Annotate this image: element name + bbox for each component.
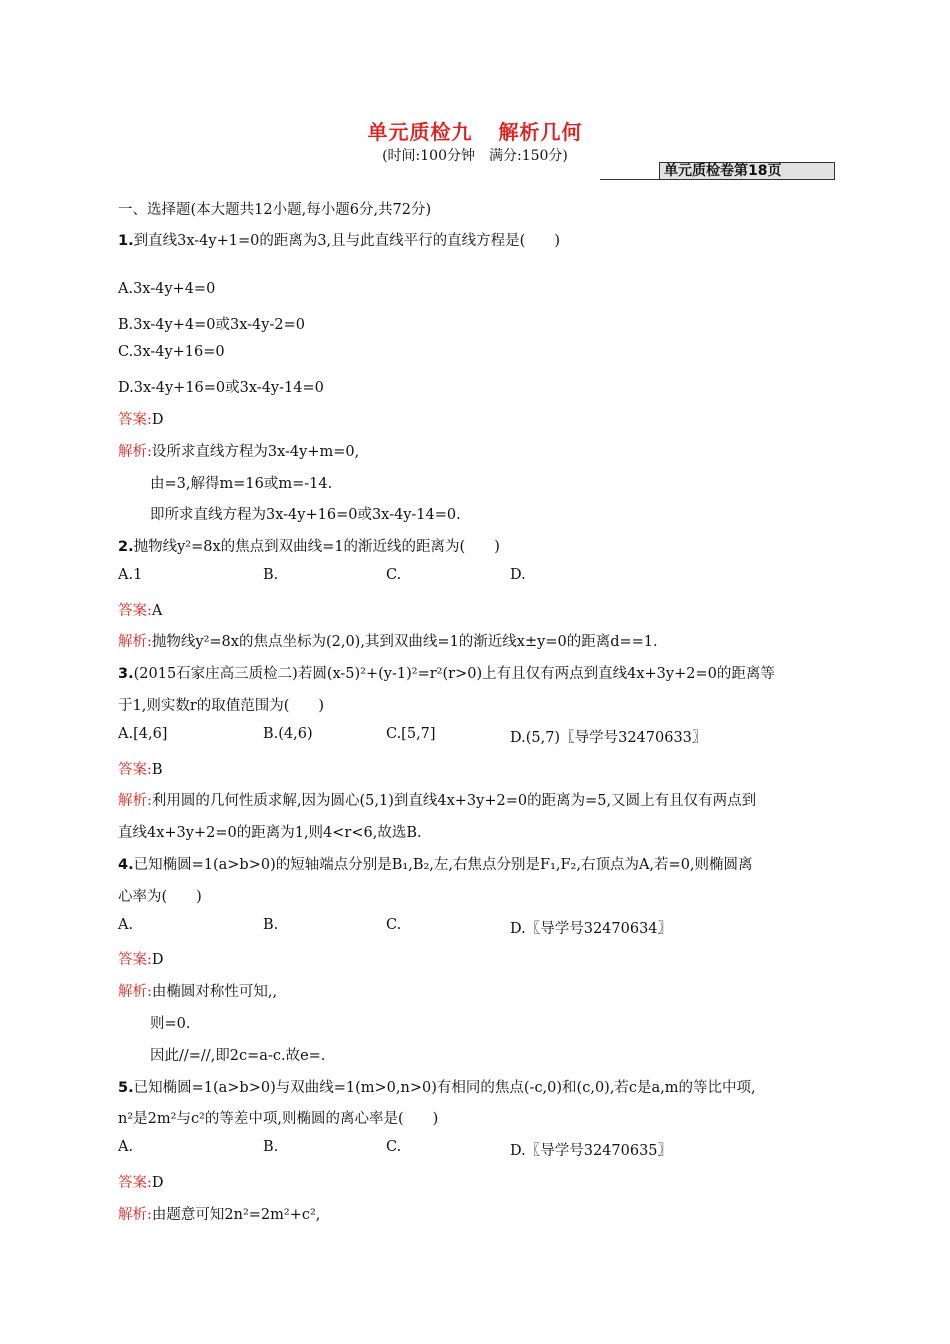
q5-answer: 答案:D: [118, 1175, 164, 1191]
q3-option-b: B.(4,6): [263, 726, 313, 742]
q1-analysis-1: 解析:设所求直线方程为3x-4y+m=0,: [118, 444, 360, 460]
question-3-line-2: 于1,则实数r的取值范围为( ): [118, 698, 325, 714]
q3-analysis-1: 解析:利用圆的几何性质求解,因为圆心(5,1)到直线4x+3y+2=0的距离为=5,又圆上有且仅有两点到: [118, 793, 757, 809]
q4-analysis-3: 因此//=//,即2c=a-c.故e=.: [150, 1048, 326, 1064]
question-4-line-2: 心率为( ): [118, 889, 202, 905]
q4-option-b: B.: [263, 917, 279, 933]
q2-option-b: B.: [263, 567, 279, 583]
q3-analysis-2: 直线4x+3y+2=0的距离为1,则4<r<6,故选B.: [118, 825, 422, 841]
q1-analysis-3: 即所求直线方程为3x-4y+16=0或3x-4y-14=0.: [150, 507, 461, 523]
page-title: [0, 116, 950, 145]
q1-answer: 答案:D: [118, 412, 164, 428]
q1-option-c: C.3x-4y+16=0: [118, 344, 225, 360]
question-2: 2.抛物线y²=8x的焦点到双曲线=1的渐近线的距离为( ): [118, 539, 500, 555]
q4-analysis-2: 则=0.: [150, 1016, 191, 1032]
q1-option-a: A.3x-4y+4=0: [118, 281, 216, 297]
q2-answer: 答案:A: [118, 603, 163, 619]
q2-option-d: D.: [510, 567, 526, 583]
q1-option-d: D.3x-4y+16=0或3x-4y-14=0: [118, 380, 324, 396]
q5-option-c: C.: [386, 1139, 402, 1155]
question-4-line-1: 4.已知椭圆=1(a>b>0)的短轴端点分别是B₁,B₂,左,右焦点分别是F₁,F₂,右顶点为A,若=0,则椭圆离: [118, 857, 753, 873]
q4-option-c: C.: [386, 917, 402, 933]
q4-answer: 答案:D: [118, 952, 164, 968]
question-5-line-2: n²是2m²与c²的等差中项,则椭圆的离心率是( ): [118, 1111, 439, 1127]
q5-option-a: A.: [118, 1139, 134, 1155]
title-part-unit: 单元质检九: [367, 120, 473, 144]
q2-option-a: A.1: [118, 567, 143, 583]
q3-answer: 答案:B: [118, 762, 163, 778]
section-heading: 一、选择题(本大题共12小题,每小题6分,共72分): [118, 202, 432, 218]
tag-underline: [600, 179, 835, 180]
title-part-topic: 解析几何: [498, 120, 583, 144]
q1-analysis-2: 由=3,解得m=16或m=-14.: [150, 476, 333, 492]
question-1: 1.到直线3x-4y+1=0的距离为3,且与此直线平行的直线方程是( ): [118, 233, 560, 249]
q5-analysis-1: 解析:由题意可知2n²=2m²+c²,: [118, 1207, 321, 1223]
q5-option-b: B.: [263, 1139, 279, 1155]
q1-option-b: B.3x-4y+4=0或3x-4y-2=0: [118, 317, 305, 333]
q3-option-d: D.(5,7)〖导学号32470633〗: [510, 730, 707, 746]
q2-option-c: C.: [386, 567, 402, 583]
q4-option-a: A.: [118, 917, 134, 933]
q4-option-d: D.〖导学号32470634〗: [510, 921, 673, 937]
q5-option-d: D.〖导学号32470635〗: [510, 1143, 673, 1159]
page-tag: 单元质检卷第18页: [659, 162, 835, 180]
q3-option-c: C.[5,7]: [386, 726, 436, 742]
q2-analysis-1: 解析:抛物线y²=8x的焦点坐标为(2,0),其到双曲线=1的渐近线x±y=0的距离d==1.: [118, 634, 658, 650]
question-5-line-1: 5.已知椭圆=1(a>b>0)与双曲线=1(m>0,n>0)有相同的焦点(-c,0)和(c,0),若c是a,m的等比中项,: [118, 1080, 756, 1096]
page-subtitle: (时间:100分钟 满分:150分): [382, 148, 568, 164]
q3-option-a: A.[4,6]: [118, 726, 168, 742]
q4-analysis-1: 解析:由椭圆对称性可知,,: [118, 984, 278, 1000]
question-3-line-1: 3.(2015石家庄高三质检二)若圆(x-5)²+(y-1)²=r²(r>0)上有且仅有两点到直线4x+3y+2=0的距离等: [118, 666, 775, 682]
